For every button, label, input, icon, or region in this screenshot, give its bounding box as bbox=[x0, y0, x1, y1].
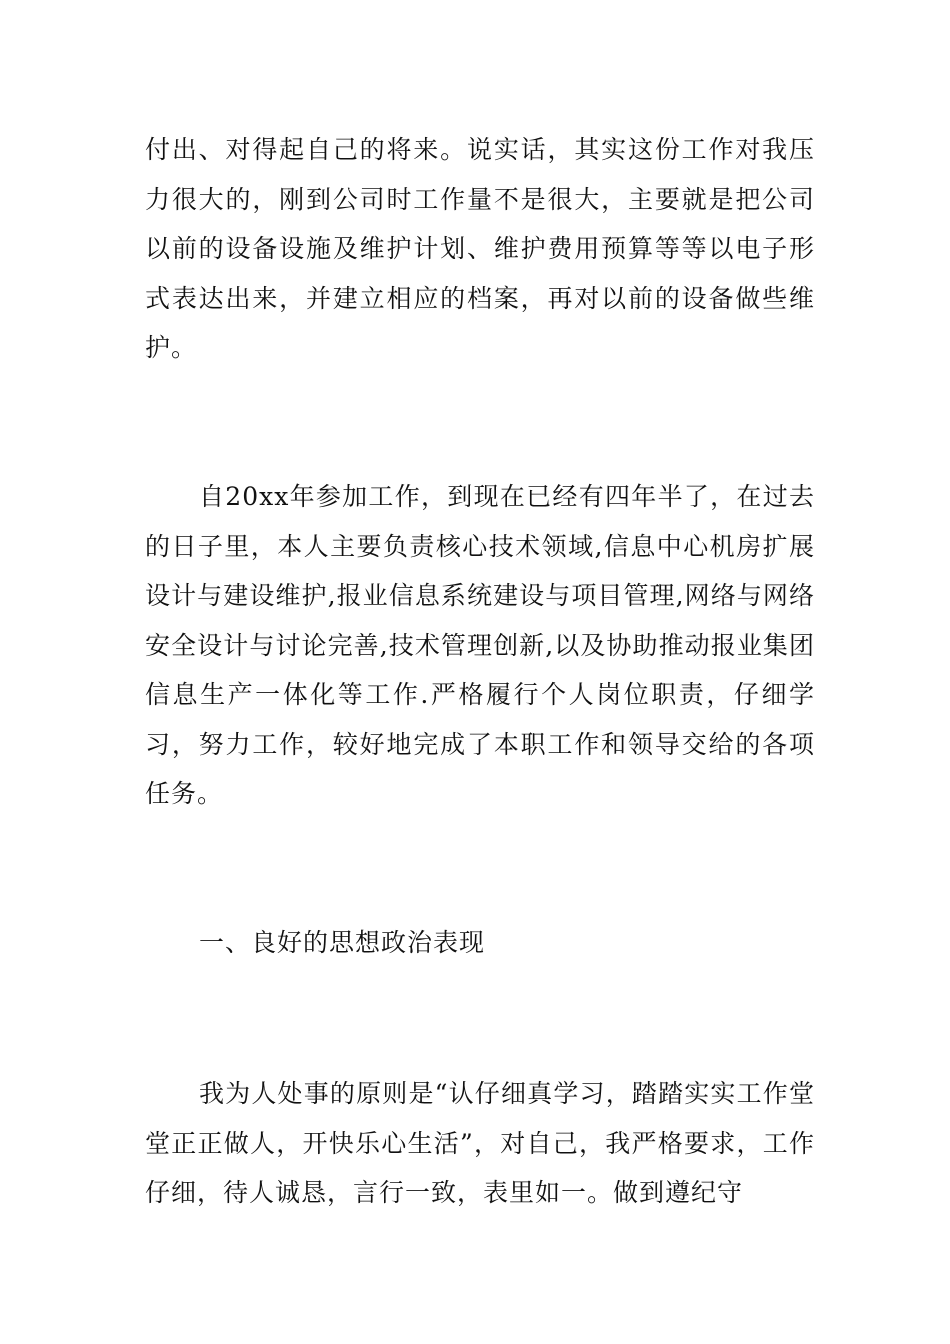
body-paragraph-work-summary: 自20xx年参加工作，到现在已经有四年半了，在过去的日子里，本人主要负责核心技术领域,信息中心机房扩展设计与建设维护,报业信息系统建设与项目管理,网络与网络安全设计与讨论完善,技术管理创新,以及协助推动报业集团信息生产一体化等工作.严格履行个人岗位职责，仔细学习，努力工作，较好地完成了本职工作和领导交给的各项任务。 bbox=[145, 482, 815, 808]
section-heading: 一、良好的思想政治表现 bbox=[199, 928, 486, 957]
body-paragraph-continued: 付出、对得起自己的将来。说实话，其实这份工作对我压力很大的，刚到公司时工作量不是很大，主要就是把公司以前的设备设施及维护计划、维护费用预算等等以电子形式表达出来，并建立相应的档案，再对以前的设备做些维护。 bbox=[145, 135, 815, 362]
body-paragraph-principles: 我为人处事的原则是“认仔细真学习，踏踏实实工作堂堂正正做人，开快乐心生活”，对自己，我严格要求，工作仔细，待人诚恳，言行一致，表里如一。做到遵纪守 bbox=[145, 1079, 815, 1207]
